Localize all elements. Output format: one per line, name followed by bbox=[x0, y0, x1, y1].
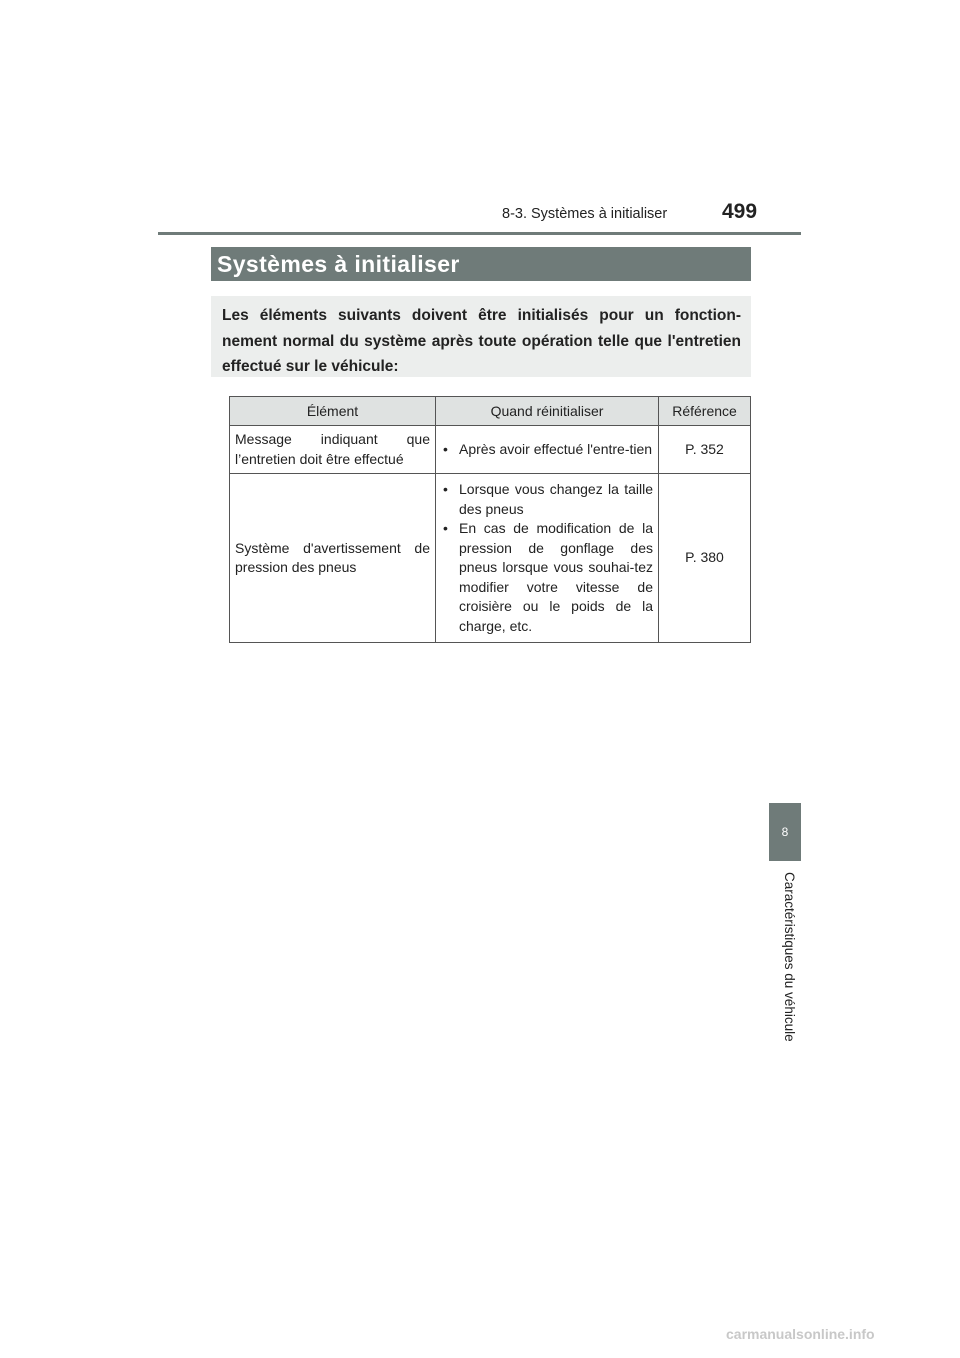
header-section-title: 8-3. Systèmes à initialiser bbox=[502, 206, 668, 222]
cell-when bbox=[436, 474, 659, 643]
header-element: Élément bbox=[230, 397, 436, 426]
watermark: carmanualsonline.info bbox=[726, 1326, 875, 1342]
list-item bbox=[441, 519, 653, 636]
bullet-icon: • bbox=[443, 440, 448, 457]
list-item bbox=[441, 440, 653, 460]
header-when: Quand réinitialiser bbox=[436, 397, 659, 426]
cell-when bbox=[436, 426, 659, 474]
list-item-text: Après avoir effectué l'entre-tien bbox=[459, 440, 653, 457]
cell-element: Message indiquant que l’entretien doit être effectué bbox=[230, 426, 436, 474]
cell-reference[interactable]: P. 380 bbox=[659, 474, 751, 643]
list-item bbox=[441, 480, 653, 519]
header-reference: Référence bbox=[659, 397, 751, 426]
bullet-icon: • bbox=[443, 481, 448, 497]
page-title: Systèmes à initialiser bbox=[217, 251, 460, 277]
when-list bbox=[441, 480, 653, 636]
table-header-row bbox=[230, 397, 751, 426]
chapter-tab[interactable] bbox=[769, 803, 801, 861]
chapter-number: 8 bbox=[781, 825, 789, 839]
bullet-icon: • bbox=[443, 520, 448, 536]
list-item-text: En cas de modification de la pression de gonflage des pneus lorsque vous souhai-tez modifier votre vitesse de croisière ou le poids de la charge, etc. bbox=[459, 520, 653, 634]
cell-reference[interactable]: P. 352 bbox=[659, 426, 751, 474]
table-row bbox=[230, 474, 751, 643]
cell-element: Système d'avertissement de pression des pneus bbox=[230, 474, 436, 643]
intro-text: Les éléments suivants doivent être initialisés pour un fonction-nement normal du système après toute opération telle que l'entretien effectué sur le véhicule: bbox=[222, 307, 741, 375]
list-item-text: Lorsque vous changez la taille des pneus bbox=[459, 481, 653, 517]
table-row bbox=[230, 426, 751, 474]
header-rule bbox=[158, 232, 801, 235]
page-number: 499 bbox=[722, 200, 758, 223]
reference-table bbox=[229, 396, 751, 643]
intro-box bbox=[211, 296, 751, 377]
chapter-label: Caractéristiques du véhicule bbox=[782, 872, 797, 1042]
when-list bbox=[441, 440, 653, 460]
title-bar bbox=[211, 247, 751, 281]
